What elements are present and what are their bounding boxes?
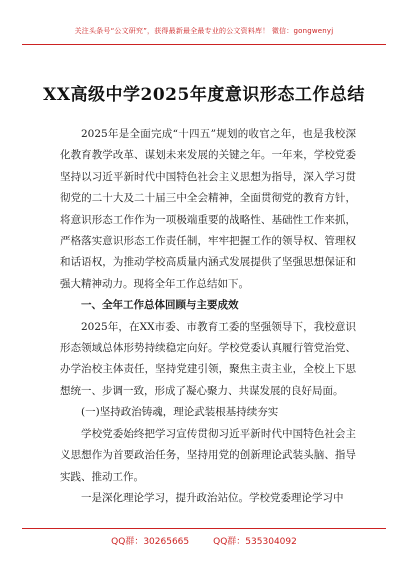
footer-qq-group-1: QQ群：30265665	[111, 537, 190, 547]
document-title: XX高级中学2025年度意识形态工作总结	[43, 85, 365, 105]
intro-paragraph: 2025年是全面完成“十四五”规划的收官之年，也是我校深化教育教学改革、谋划未来发展的关键之年。一年来，学校党委坚持以习近平新时代中国特色社会主义思想为指导，深入学习贯彻党的二十大及二十届三中全会精神，全面贯彻党的教育方针，将意识形态工作作为一项极端重要的战略性、基础性工作来抓，严格落实意识形态工作责任制，牢牢把握工作的领导权、管理权和话语权，为推动学校高质量内涵式发展提供了坚强思想保证和强大精神动力。现将全年工作总结如下。	[60, 128, 356, 290]
header-banner: 关注头条号“公文研究”，获得最新最全最专业的公文资料库！ 微信：gongwenyj	[74, 27, 334, 35]
header-divider	[22, 44, 386, 45]
subsection-paragraph: 学校党委始终把学习宣传贯彻习近平新时代中国特色社会主义思想作为首要政治任务，坚持用党的创新理论武装头脑、指导实践、推动工作。	[60, 427, 356, 483]
footer	[0, 534, 408, 547]
document-body	[60, 124, 356, 509]
footer-qq-group-2: QQ群：535304092	[213, 537, 297, 547]
subsection-point: 一是深化理论学习，提升政治站位。学校党委理论学习中	[81, 491, 344, 504]
section-heading: 一、全年工作总体回顾与主要成效	[81, 299, 239, 312]
subsection-heading: (一)坚持政治铸魂，理论武装根基持续夯实	[81, 406, 279, 419]
footer-divider	[22, 528, 386, 529]
section-paragraph: 2025年，在XX市委、市教育工委的坚强领导下，我校意识形态领域总体形势持续稳定向好。学校党委认真履行管党治党、办学治校主体责任，坚持党建引领，聚焦主责主业，全校上下思想统一、步调一致，形成了凝心聚力、共谋发展的良好局面。	[60, 320, 356, 397]
